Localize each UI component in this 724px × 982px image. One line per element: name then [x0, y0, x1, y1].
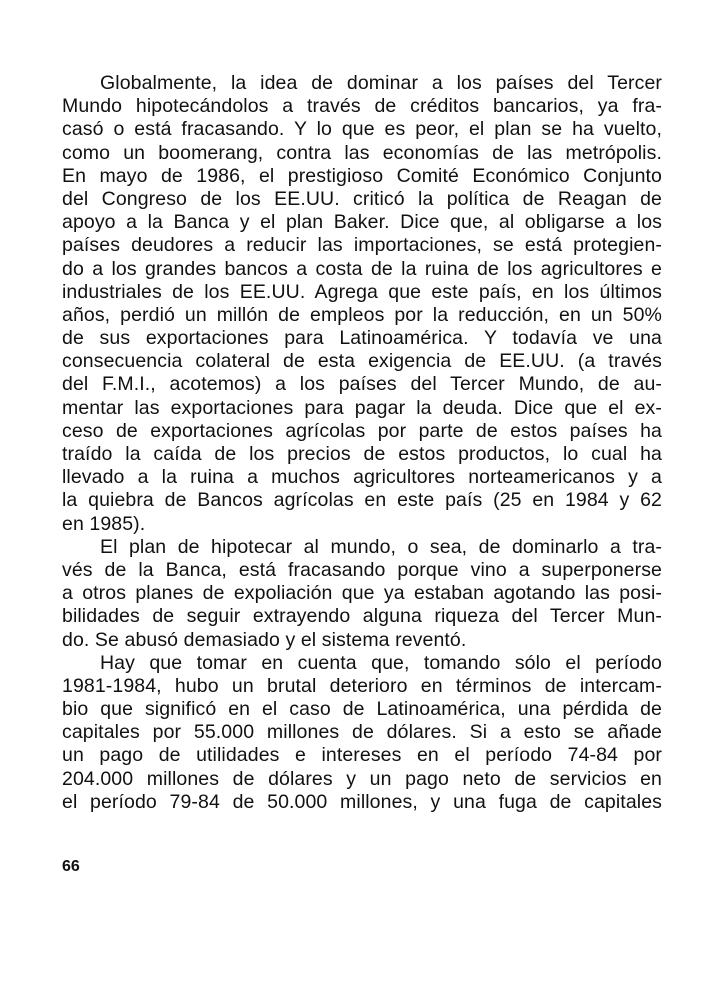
text-line: traído la caída de los precios de estos productos, lo cual ha — [62, 443, 662, 465]
text-line: do a los grandes bancos a costa de la ruina de los agricultores e — [62, 257, 662, 280]
text-line: años, perdió un millón de empleos por la reducción, en un 50% — [62, 303, 662, 326]
text-line: bio que significó en el caso de Latinoamérica, una pérdida de — [62, 698, 662, 721]
text-line: industriales de los EE.UU. Agrega que este país, en los últimos — [62, 280, 662, 303]
text-line: del Congreso de los EE.UU. criticó la política de Reagan de — [62, 187, 662, 210]
text-line: Mundo hipotecándolos a través de créditos bancarios, ya fra- — [62, 95, 662, 118]
text-line: 204.000 millones de dólares y un pago neto de servicios en — [62, 767, 662, 790]
paragraph-3 — [62, 652, 662, 814]
text-line: capitales por 55.000 millones de dólares. Si a esto se añade — [62, 721, 662, 744]
text-line: ceso de exportaciones agrícolas por parte de estos países ha — [62, 419, 662, 442]
page-number: 66 — [62, 858, 80, 875]
text-line: Globalmente, la idea de dominar a los países del Tercer — [100, 72, 662, 94]
text-line: vés de la Banca, está fracasando porque vino a superponerse — [62, 558, 662, 581]
text-line: En mayo de 1986, el prestigioso Comité Económico Conjunto — [62, 164, 662, 187]
text-line: como un boomerang, contra las economías de las metrópolis. — [62, 141, 662, 164]
text-line: del F.M.I., acotemos) a los países del Tercer Mundo, de au- — [62, 373, 662, 396]
text-line: el período 79-84 de 50.000 millones, y una fuga de capitales — [62, 790, 662, 813]
text-line: casó o está fracasando. Y lo que es peor, el plan se ha vuelto, — [62, 118, 662, 141]
text-line: apoyo a la Banca y el plan Baker. Dice que, al obligarse a los — [62, 211, 662, 234]
paragraph-2 — [62, 536, 662, 652]
text-line: consecuencia colateral de esta exigencia de EE.UU. (a través — [62, 350, 662, 373]
text-line: 1981-1984, hubo un brutal deterioro en términos de intercam- — [62, 674, 662, 697]
text-line: la quiebra de Bancos agrícolas en este país (25 en 1984 y 62 — [62, 489, 662, 512]
text-line: llevado a la ruina a muchos agricultores norteamericanos y a — [62, 466, 662, 489]
text-line: a otros planes de expoliación que ya estaban agotando las posi- — [62, 582, 662, 605]
text-line: un pago de utilidades e intereses en el período 74-84 por — [62, 744, 662, 767]
text-line: de sus exportaciones para Latinoamérica. Y todavía ve una — [62, 327, 662, 350]
text-line: mentar las exportaciones para pagar la deuda. Dice que el ex- — [62, 396, 662, 419]
text-line: Hay que tomar en cuenta que, tomando sólo el período — [100, 651, 662, 674]
page-text — [62, 72, 662, 814]
text-line: bilidades de seguir extrayendo alguna riqueza del Tercer Mun- — [62, 605, 662, 628]
text-line: do. Se abusó demasiado y el sistema reventó. — [62, 628, 467, 651]
text-line: El plan de hipotecar al mundo, o sea, de dominarlo a tra- — [100, 535, 662, 558]
text-line: países deudores a reducir las importaciones, se está protegien- — [62, 234, 662, 257]
text-line: en 1985). — [62, 512, 146, 535]
paragraph-1 — [62, 72, 662, 536]
